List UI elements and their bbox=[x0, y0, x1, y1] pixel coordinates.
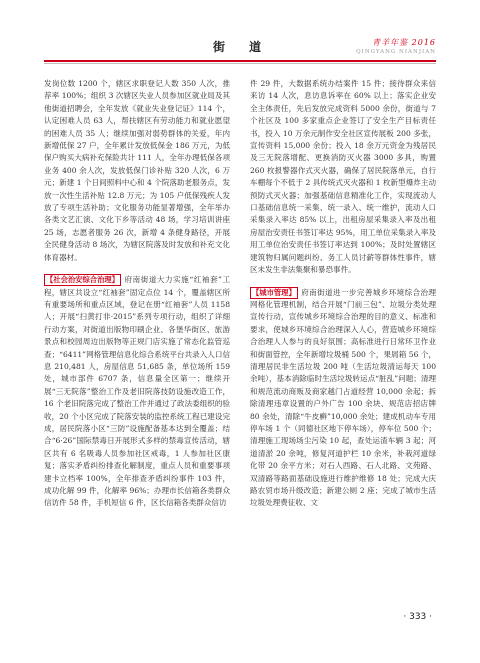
left-paragraph-2 bbox=[44, 274, 230, 510]
running-title: 街 道 bbox=[212, 40, 267, 54]
right-paragraph-1: 件 29 件，大数据系统办结案件 15 件；接待群众来信来访 14 人次，息访息诉率在 60% 以上；落实企业安全主体责任，先后发放完成资料 5000 余份，街道与 7 个社区及 100 多家重点企业签订了安全生产目标责任书，投入 10 万余元制作安全社区宣传展板 200 多张，宣传资料 15,000 余份；投入 18 余万元资金为残居民及三无院落增配、更换消防灭火器 3000 多具，购置 260 枚报警器作式灭火器，确保了居民院落单元，自行车棚每个不低于 2 具传统式灭火器和 1 枚新型爆炸主动预防式灭火器；加强基础信息精准化工作，实现流动人口基础信息统一采集、统一录入、统一维护，流动人口采集录入率达 85% 以上，出租房屋采集录入率及出租房屋治安责任书签订率达 95%，用工单位采集录入率及用工单位治安责任书签订率达到 100%；及时处置辖区建筑物归属问题纠纷、务工人员讨薪等群体性事件，辖区未发生非法集聚和暴恐事件。 bbox=[250, 79, 436, 275]
left-paragraph-2-text: 府南街道大力实施“红袖套”工程，辖区共设立“红袖套”固定点位 14 个，覆盖辖区所有重要场所和重点区域，登记在册“红袖套”人员 1158 人；开展“扫黄打非·2015”系列专项行动，组织了详细行动方案，对街道出版物印刷企业、各堡华街区、旅游景点和校园周边出版物等正规门店实施了常态化监管巡查；“6411”网格管理信息化综合系统平台共录入人口信息 210,481 人，房屋信息 51,685 条，单位场所 159 处，城市部件 6707 条，信息量全区第一；继续开展“三无院落”整治工作及老旧院落技防设施改造工作，16 个老旧院落完成了整治工作并通过了政法委组织的验收，20 个小区完成了院落安装的监控系统工程已建设完成，居民院落小区“三防”设施配备基本达到全覆盖；结合“6·26”国际禁毒日开展形式多样的禁毒宣传活动，辖区共有 6 名吸毒人员参加社区戒毒，1 人参加社区康复；落实矛盾纠纷排查化解制度，重点人员和重要事项建卡立档率 100%，全年排查矛盾纠纷事件 103 件，成功化解 99 件，化解率 96%；办理市长信箱各类群众信访件 58 件，手机短信 6 件，区长信箱各类群众信访 bbox=[44, 275, 230, 508]
yearbook-label: 青羊年鉴 2016 bbox=[372, 38, 436, 47]
yearbook-pinyin: QINGYANG NIANJIAN bbox=[356, 49, 436, 55]
section-heading-city-management: 【城市管理】 bbox=[252, 287, 296, 297]
header-rule-red bbox=[44, 60, 436, 62]
left-paragraph-1: 发岗位数 1200 个，辖区求职登记人数 350 人次，推荐率 100%；组织 3 次辖区失业人员参加区就业局及其他街道招聘会，全年发放《就业失业登记证》114 个，认定困难人员 63 人，帮扶辖区有劳动能力和就业愿望的困难人员 35 人；继续加强对弱势群体的关爱，年内新增低保 27 户，全年累计发放低保金 186 万元，为低保户购买大病补充保险共计 111 人，全年办理低保各项业务 400 余人次，发放低保门诊补贴 320 人次，6 万元；新建 1 个日间照料中心和 4 个院落助老服务点，发放一次性生活补贴 12.8 万元；为 105 户低保残疾人发放了专项生活补助；文化服务功能显著增强，全年举办各类文艺汇演、文化下乡等活动 48 场，学习培训讲座 25 场，志愿者服务 26 次，新增 4 条健身路径，开展全民健身活动 8 场次，为辖区院落及时发放和补充文化体育器材。 bbox=[44, 79, 230, 262]
right-paragraph-2-text: 府南街道进一步完善城乡环境综合治理网格化管理机制，结合开展“门前三包”、垃圾分类处理宣传行动，宣传城乡环境综合治理的目的意义、标准和要求，使城乡环境综合治理深入人心，营造城乡环境综合治理人人参与的良好氛围；高标准进行日常环卫作业和街面管控，全年新增垃圾桶 500 个，果屑箱 56 个，清理居民非生活垃圾 200 吨（生活垃圾清运每天 100 余吨），基本消除临时生活垃圾转运点“脏乱”问题；清理和规范流动商贩及商家越门占道经营 10,000 余起；拆除清理违章设置的户外广告 100 余块、规范店招店牌 80 余处，清除“牛皮癣”10,000 余处；建成机动车专用停车场 1 个（同德社区地下停车场），停车位 500 个；清理施工现场场尘污染 10 起，查处运渣车辆 3 起；河道清淤 20 余吨，修复河道护栏 10 余米，补栽河道绿化带 20 余平方米；对石人西路、石人北路、文苑路、双清路等路面基础设施进行维护维修 18 处；完成大庆路农贸市场升级改造；新建公厕 2 座；完成了城市生活垃圾处理费征收、文 bbox=[250, 287, 436, 508]
left-column bbox=[44, 78, 230, 510]
right-paragraph-2 bbox=[250, 287, 436, 510]
section-heading-public-security: 【社会治安综合治理】 bbox=[46, 275, 119, 285]
page-number: · 333 · bbox=[403, 612, 432, 622]
page-header bbox=[0, 0, 480, 70]
right-column bbox=[250, 78, 436, 510]
header-rule-gray bbox=[44, 63, 436, 64]
